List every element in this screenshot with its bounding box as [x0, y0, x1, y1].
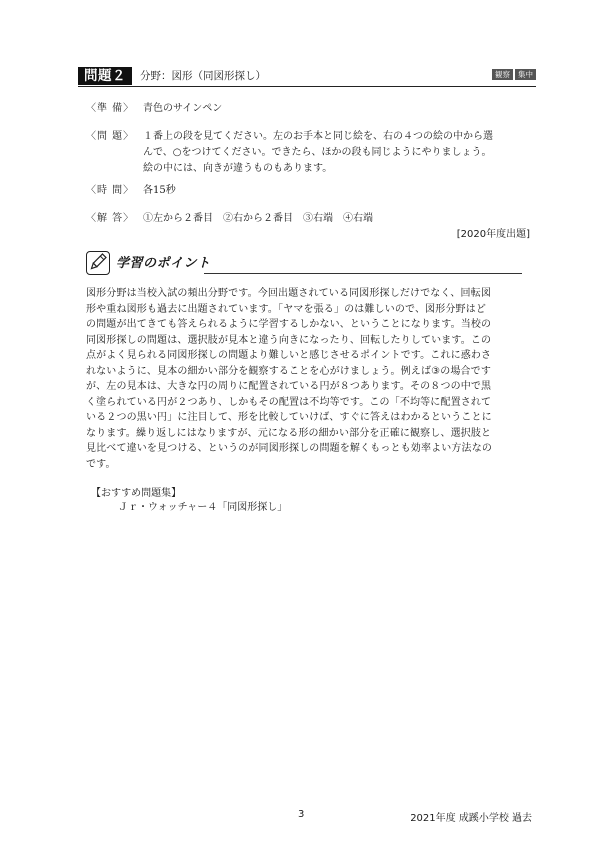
- recommend-heading: 【おすすめ問題集】: [91, 488, 182, 499]
- body-line: が、左の見本は、大きな円の周りに配置されている円が８つあります。その８つの中で黒: [86, 381, 492, 392]
- skill-badge-observation: 観察: [492, 69, 513, 80]
- body-line: です。: [86, 458, 116, 470]
- year-tag: [2020年度出題]: [456, 229, 530, 240]
- skill-badge-focus: 集中: [515, 69, 536, 80]
- body-line: の問題が出てきても答えられるように学習するしかない、ということになります。当校の: [86, 319, 492, 330]
- page-number: 3: [298, 809, 305, 820]
- body-line: く塗られている円が２つあり、しかもその配置は不均等です。この「不均等に配置されて: [86, 396, 492, 408]
- prep-value: 青色のサインペン: [143, 103, 223, 114]
- body-line: 同図形探しの問題は、選択肢が見本と違う向きになったり、回転したりしています。この: [86, 334, 492, 346]
- body-line: れないように、見本の細かい部分を観察することを心がけましょう。例えば③の場合です: [86, 365, 491, 377]
- body-line: 図形分野は当校入試の頻出分野です。今回出題されている同図形探しだけでなく、回転図: [86, 288, 491, 299]
- problem-header: [78, 67, 536, 85]
- problem-number-label: 問題２: [78, 67, 132, 85]
- body-line: 形や重ね図形も過去に出題されています。「ヤマを張る」のは難しいので、図形分野はど: [86, 303, 486, 315]
- learning-point-heading: [86, 251, 522, 279]
- footer-school-title: 2021年度 成蹊小学校 過去: [410, 813, 532, 824]
- answer-value: ①左から２番目 ②右から２番目 ③右端 ④右端: [143, 213, 373, 224]
- learning-point-rule: [204, 273, 522, 274]
- skill-badges: [492, 69, 536, 80]
- learning-point-body: [86, 286, 526, 472]
- answer-label: 〈解 答〉: [86, 213, 135, 224]
- body-line: 点がよく見られる同図形探しの問題より難しいと感じさせるポイントです。これに惑わさ: [86, 350, 492, 361]
- header-divider: [78, 86, 536, 87]
- prep-label: 〈準 備〉: [86, 103, 135, 114]
- time-label: 〈時 間〉: [86, 185, 135, 196]
- pencil-icon: [86, 251, 110, 275]
- time-value: 各15秒: [143, 185, 176, 196]
- field-label: 分野：図形（同図形探し）: [140, 70, 266, 82]
- body-line: いる２つの黒い円」に注目して、形を比較していけば、すぐに答えはわかるということに: [86, 412, 492, 423]
- question-value: １番上の段を見てください。左のお手本と同じ絵を、右の４つの絵の中から選 んで、○をつけてください。できたら、ほかの段も同じようにやりましょう。 絵の中には、向きが違うものもあります。: [143, 131, 493, 174]
- question-label: 〈問 題〉: [86, 131, 135, 142]
- body-line: 見比べて違いを見つける、というのが同図形探しの問題を解くもっとも効率よい方法なの: [86, 443, 492, 454]
- body-line: なります。繰り返しにはなりますが、元になる形の細かい部分を正確に観察し、選択肢と: [86, 427, 492, 439]
- learning-point-title: 学習のポイント: [116, 256, 211, 271]
- recommend-item: Ｊｒ・ウォッチャー４「同図形探し」: [118, 502, 288, 513]
